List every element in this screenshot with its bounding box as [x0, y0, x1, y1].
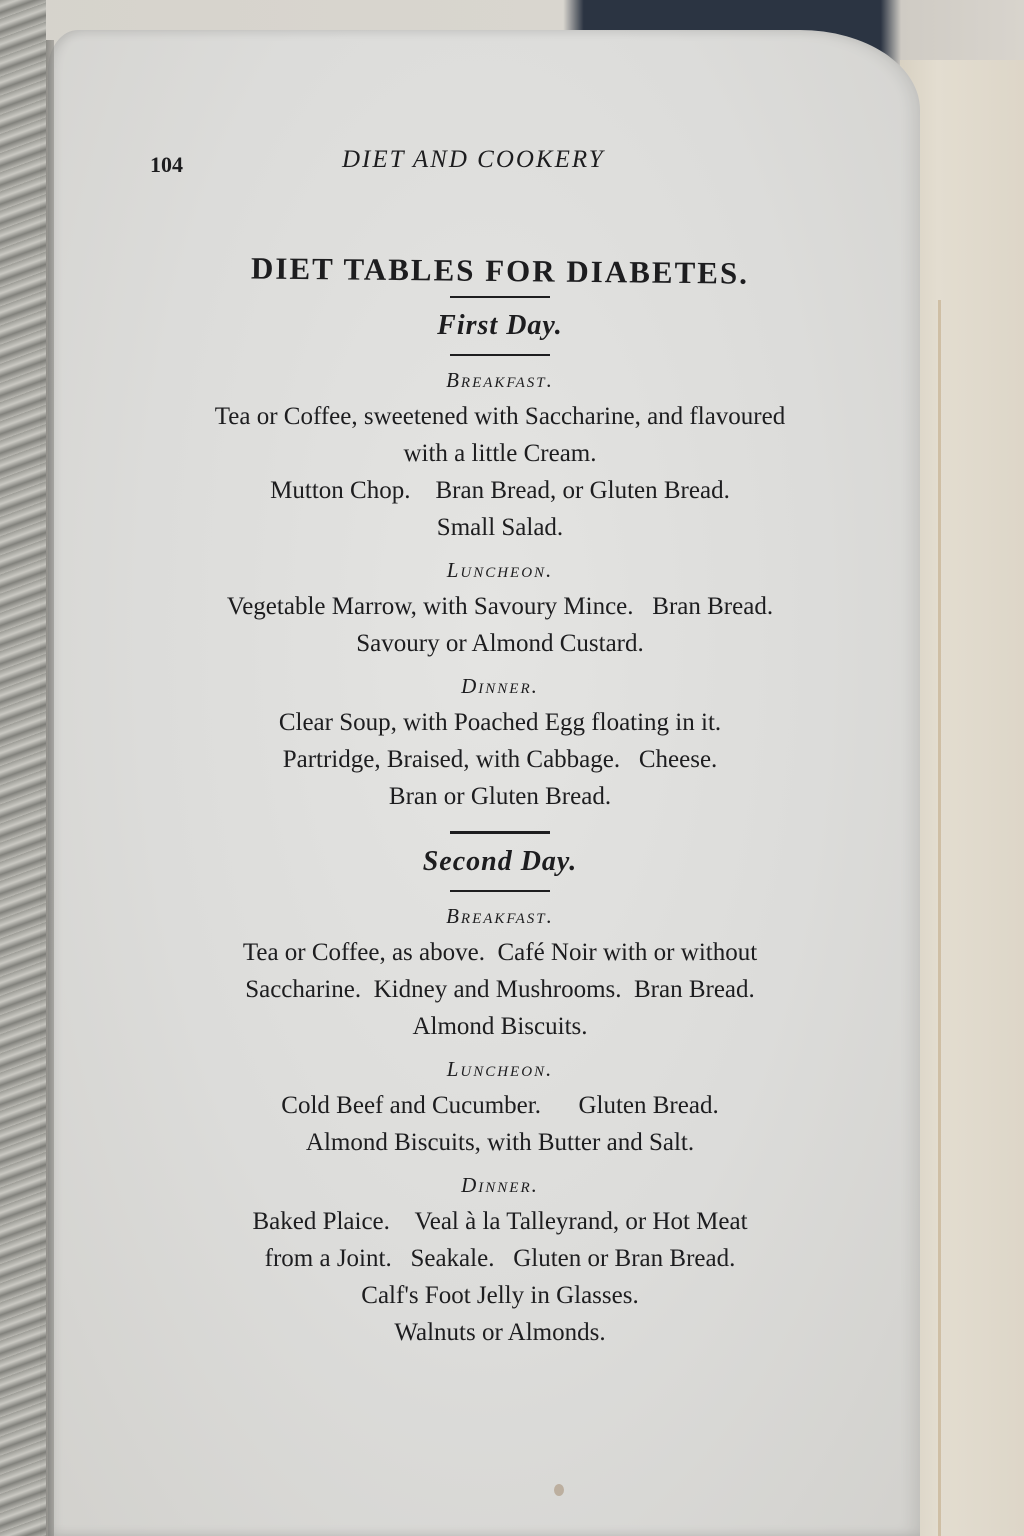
bookmark-cord: [0, 0, 46, 1536]
menu-line: Almond Biscuits, with Butter and Salt.: [305, 1129, 695, 1156]
menu-line: from a Joint. Seakale. Gluten or Bran Bread.: [264, 1245, 736, 1272]
paper-stain: [554, 1484, 564, 1496]
menu-line: Almond Biscuits.: [412, 1013, 588, 1040]
meal-label-luncheon: Luncheon.: [446, 558, 554, 582]
day-section-first: [110, 308, 890, 815]
menu-line: Baked Plaice. Veal à la Talleyrand, or Hot Meat: [252, 1208, 748, 1235]
menu-line: Savoury or Almond Custard.: [356, 630, 644, 657]
menu-line: Saccharine. Kidney and Mushrooms. Bran Bread.: [245, 976, 755, 1003]
divider: [450, 296, 550, 298]
menu-line: Cold Beef and Cucumber. Gluten Bread.: [281, 1092, 719, 1119]
page-number: 104: [150, 152, 183, 177]
meal-label-dinner: Dinner.: [461, 674, 539, 698]
divider: [450, 831, 550, 834]
menu-line: with a little Cream.: [403, 440, 597, 467]
menu-line: Calf's Foot Jelly in Glasses.: [361, 1282, 639, 1309]
menu-line: Bran or Gluten Bread.: [388, 783, 612, 810]
menu-line: Walnuts or Almonds.: [394, 1319, 606, 1346]
day-title: First Day.: [437, 310, 563, 341]
day-title: Second Day.: [422, 846, 578, 877]
meal-label-breakfast: Breakfast.: [446, 904, 554, 928]
menu-line: Tea or Coffee, as above. Café Noir with or without: [242, 939, 758, 966]
menu-line: Tea or Coffee, sweetened with Saccharine, and flavoured: [214, 403, 786, 430]
meal-label-dinner: Dinner.: [461, 1173, 539, 1197]
meal-label-breakfast: Breakfast.: [446, 368, 554, 392]
page-content: [110, 248, 890, 1351]
menu-line: Clear Soup, with Poached Egg floating in it.: [278, 709, 722, 736]
menu-line: Partridge, Braised, with Cabbage. Cheese.: [282, 746, 718, 773]
meal-label-luncheon: Luncheon.: [446, 1057, 554, 1081]
page-title: DIET TABLES FOR DIABETES.: [250, 250, 750, 291]
divider: [450, 890, 550, 892]
menu-line: Small Salad.: [436, 514, 564, 541]
running-head: [150, 146, 850, 180]
page-crease: [938, 300, 941, 1536]
menu-line: Vegetable Marrow, with Savoury Mince. Bran Bread.: [226, 593, 774, 620]
divider: [450, 354, 550, 356]
day-section-second: [110, 844, 890, 1351]
running-title: DIET AND COOKERY: [342, 146, 605, 173]
menu-line: Mutton Chop. Bran Bread, or Gluten Bread.: [270, 477, 730, 504]
